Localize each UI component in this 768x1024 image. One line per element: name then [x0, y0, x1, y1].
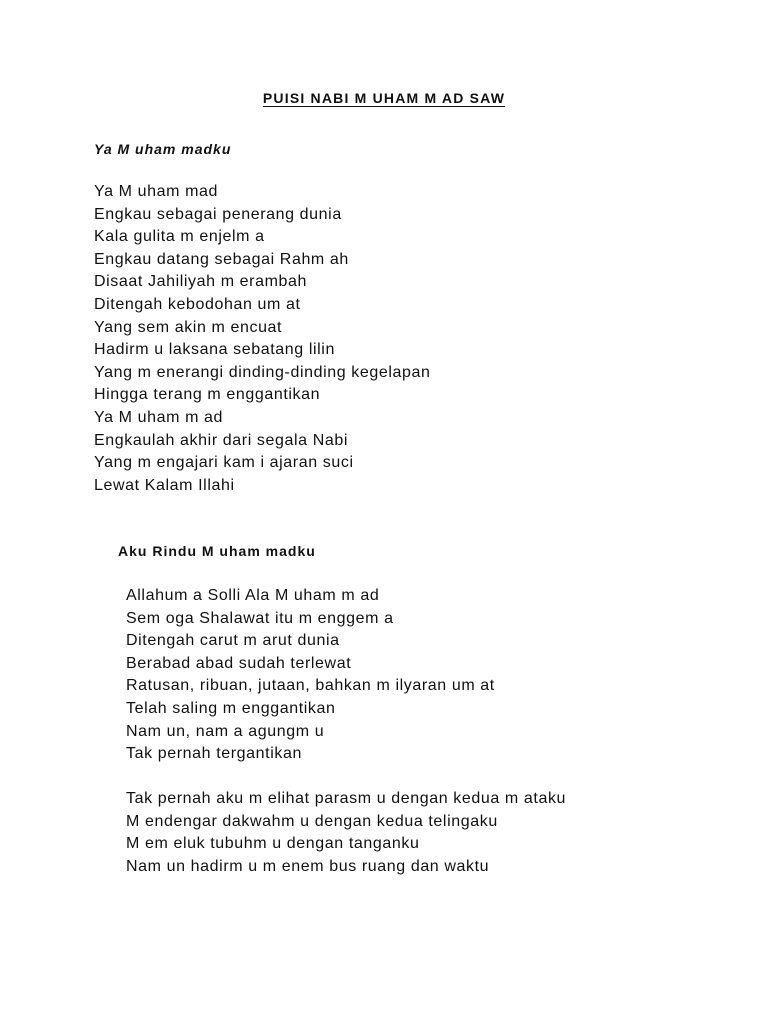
- poem-line: Engkaulah akhir dari segala Nabi: [94, 431, 349, 449]
- poem-line: Telah saling m enggantikan: [126, 699, 336, 717]
- poem-line: Sem oga Shalawat itu m enggem a: [126, 609, 394, 627]
- poem-line: Yang m enerangi dinding-dinding kegelapan: [94, 363, 431, 381]
- poem-line: Tak pernah aku m elihat parasm u dengan kedua m ataku: [126, 790, 567, 807]
- poem-line: Hadirm u laksana sebatang lilin: [94, 341, 335, 359]
- poem-line: Ya M uham mad: [94, 183, 218, 200]
- poem-line: Lewat Kalam Illahi: [94, 476, 235, 494]
- poem-line: Tak pernah tergantikan: [126, 745, 302, 763]
- poem-line: Ditengah carut m arut dunia: [126, 632, 340, 650]
- poem-line: Berabad abad sudah terlewat: [126, 654, 352, 672]
- poem-ya-muhammadku: [94, 181, 694, 497]
- poem-line: Kala gulita m enjelm a: [94, 228, 265, 246]
- poem-line: Allahum a Solli Ala M uham m ad: [126, 587, 380, 604]
- poem-line: M endengar dakwahm u dengan kedua telingaku: [126, 812, 498, 830]
- poem-line: Ratusan, ribuan, jutaan, bahkan m ilyaran um at: [126, 677, 495, 695]
- poem-line: Yang m engajari kam i ajaran suci: [94, 454, 354, 472]
- poem-line: Engkau datang sebagai Rahm ah: [94, 250, 349, 268]
- poem-line: Disaat Jahiliyah m erambah: [94, 273, 308, 291]
- poem-line: Ya M uham m ad: [94, 408, 224, 426]
- poem-line: M em eluk tubuhm u dengan tanganku: [126, 835, 420, 853]
- poem-line: Hingga terang m enggantikan: [94, 386, 321, 404]
- poem-aku-rindu-stanza-1: [126, 585, 726, 766]
- poem-aku-rindu-stanza-2: [126, 788, 746, 878]
- poem-heading-ya-muhammadku: Ya M uham madku: [94, 141, 232, 157]
- poem-heading-aku-rindu-muhammadku: Aku Rindu M uham madku: [118, 543, 316, 559]
- poem-line: Engkau sebagai penerang dunia: [94, 205, 342, 223]
- document-title: PUISI NABI M UHAM M AD SAW: [262, 90, 506, 106]
- poem-line: Nam un, nam a agungm u: [126, 722, 325, 740]
- poem-line: Nam un hadirm u m enem bus ruang dan waktu: [126, 857, 490, 875]
- poem-line: Yang sem akin m encuat: [94, 318, 283, 336]
- poem-line: Ditengah kebodohan um at: [94, 295, 301, 313]
